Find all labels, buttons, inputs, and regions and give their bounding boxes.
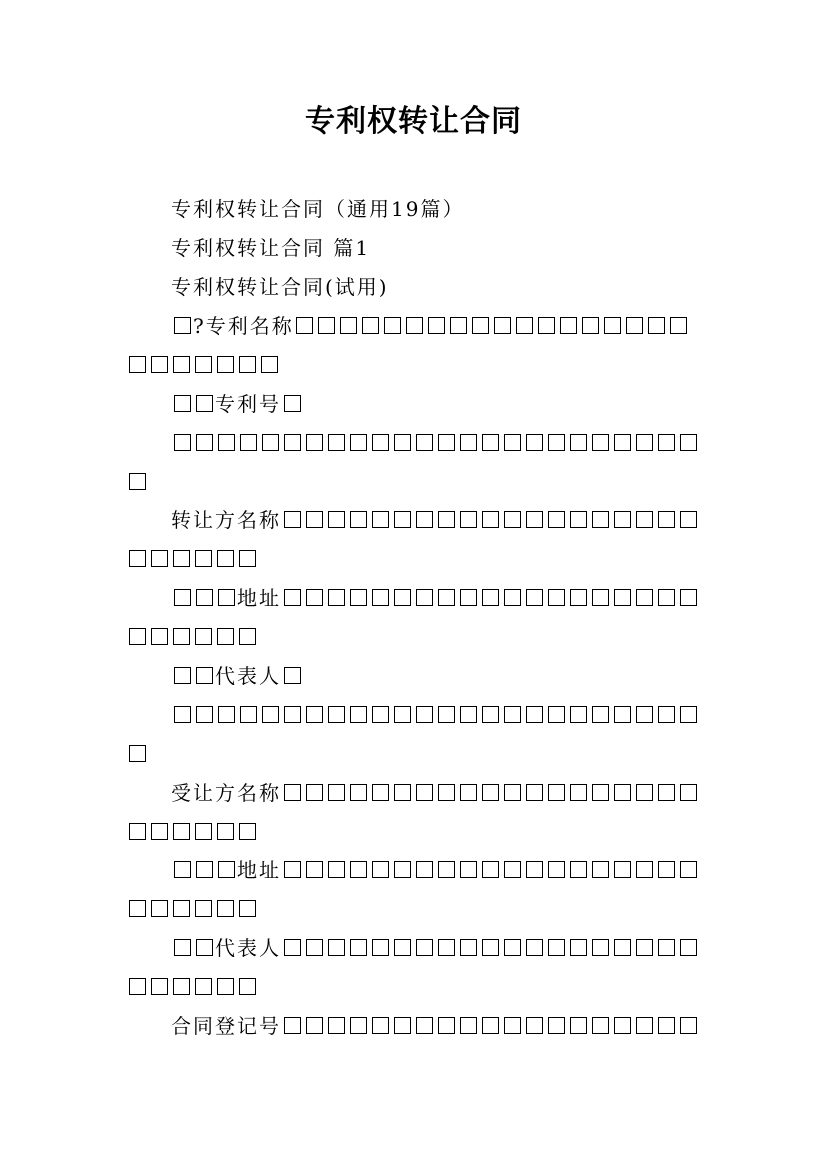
blank-box (438, 861, 455, 878)
blank-box (195, 900, 212, 917)
blank-box (174, 395, 191, 412)
blank-box (658, 784, 675, 801)
blank-box (129, 978, 146, 995)
blank-box (350, 1017, 367, 1034)
blank-box (306, 939, 323, 956)
blank-box (460, 589, 477, 606)
blank-box (460, 1017, 477, 1034)
blank-box (174, 317, 191, 334)
blank-box (372, 939, 389, 956)
blank-box (416, 1017, 433, 1034)
blank-box (526, 589, 543, 606)
blank-box (173, 628, 190, 645)
blank-box (196, 706, 213, 723)
blank-box (438, 1017, 455, 1034)
blank-box (306, 784, 323, 801)
blank-box (482, 511, 499, 528)
blank-box (284, 395, 301, 412)
blank-box (239, 978, 256, 995)
blank-box (372, 861, 389, 878)
blank-box (372, 706, 389, 723)
blank-box (328, 511, 345, 528)
field-row (126, 579, 706, 618)
field-row-continuation (126, 463, 706, 502)
blank-box (262, 434, 279, 451)
blank-box (526, 939, 543, 956)
blank-box (438, 706, 455, 723)
blank-box (538, 317, 555, 334)
blank-box (680, 784, 697, 801)
blank-box (284, 511, 301, 528)
blank-box (636, 784, 653, 801)
blank-box (394, 434, 411, 451)
blank-box (328, 1017, 345, 1034)
blank-box (372, 1017, 389, 1034)
blank-box (680, 511, 697, 528)
blank-box (570, 1017, 587, 1034)
field-row (126, 501, 706, 540)
blank-box (217, 978, 234, 995)
blank-box (614, 511, 631, 528)
blank-box (151, 900, 168, 917)
blank-box (129, 473, 146, 490)
blank-box (560, 317, 577, 334)
blank-box (460, 434, 477, 451)
blank-box (406, 317, 423, 334)
field-row-continuation (126, 813, 706, 852)
blank-box (151, 550, 168, 567)
blank-box (350, 784, 367, 801)
blank-box (680, 939, 697, 956)
blank-box (658, 434, 675, 451)
blank-box (217, 823, 234, 840)
blank-box (262, 706, 279, 723)
blank-box (306, 861, 323, 878)
field-label: 合同登记号 (171, 1014, 281, 1038)
field-label: 专利号 (215, 392, 281, 416)
blank-box (636, 706, 653, 723)
blank-box (394, 1017, 411, 1034)
blank-box (592, 589, 609, 606)
blank-box (306, 511, 323, 528)
blank-box (173, 823, 190, 840)
blank-box (240, 434, 257, 451)
blank-box (680, 589, 697, 606)
blank-box (614, 589, 631, 606)
blank-box (384, 317, 401, 334)
blank-box (218, 861, 235, 878)
blank-box (636, 1017, 653, 1034)
blank-box (636, 939, 653, 956)
blank-box (548, 706, 565, 723)
blank-box (217, 628, 234, 645)
blank-box (592, 1017, 609, 1034)
blank-box (548, 511, 565, 528)
blank-box (636, 589, 653, 606)
blank-box (394, 861, 411, 878)
blank-box (218, 706, 235, 723)
blank-box (526, 511, 543, 528)
blank-box (328, 939, 345, 956)
blank-box (195, 550, 212, 567)
field-row (126, 851, 706, 890)
blank-box (372, 434, 389, 451)
field-label: 受让方名称 (171, 781, 281, 805)
blank-box (372, 589, 389, 606)
blank-box (284, 1017, 301, 1034)
field-label: ?专利名称 (193, 314, 294, 338)
blank-box (239, 823, 256, 840)
field-row (126, 774, 706, 813)
blank-box (658, 861, 675, 878)
section-heading: 专利权转让合同 篇1 (171, 236, 371, 260)
blank-box (570, 434, 587, 451)
field-row (126, 385, 706, 424)
blank-box (548, 589, 565, 606)
blank-box (482, 861, 499, 878)
blank-box (648, 317, 665, 334)
blank-box (482, 434, 499, 451)
blank-box (173, 550, 190, 567)
field-row-continuation (126, 735, 706, 774)
field-label: 代表人 (215, 936, 281, 960)
blank-box (570, 706, 587, 723)
blank-box (460, 511, 477, 528)
field-row-continuation (126, 346, 706, 385)
blank-box (306, 1017, 323, 1034)
blank-box (438, 589, 455, 606)
field-label: 地址 (237, 858, 281, 882)
blank-box (217, 356, 234, 373)
blank-box (129, 823, 146, 840)
blank-box (636, 434, 653, 451)
blank-box (680, 1017, 697, 1034)
blank-box (394, 511, 411, 528)
blank-box (350, 706, 367, 723)
blank-box (394, 589, 411, 606)
blank-box (350, 861, 367, 878)
blank-box (504, 939, 521, 956)
page-title: 专利权转让合同 (305, 104, 522, 139)
blank-box (570, 784, 587, 801)
blank-box (394, 784, 411, 801)
blank-box (516, 317, 533, 334)
blank-box (196, 395, 213, 412)
blank-box (416, 861, 433, 878)
field-row-continuation (126, 890, 706, 929)
blank-box (261, 356, 278, 373)
blank-box (460, 706, 477, 723)
field-row (126, 696, 706, 735)
blank-box (284, 861, 301, 878)
field-row (126, 657, 706, 696)
blank-box (482, 939, 499, 956)
blank-box (306, 589, 323, 606)
blank-box (129, 628, 146, 645)
blank-box (504, 434, 521, 451)
blank-box (658, 511, 675, 528)
blank-box (416, 706, 433, 723)
blank-box (196, 667, 213, 684)
blank-box (217, 550, 234, 567)
blank-box (196, 861, 213, 878)
blank-box (284, 784, 301, 801)
blank-box (296, 317, 313, 334)
blank-box (636, 861, 653, 878)
blank-box (151, 978, 168, 995)
blank-box (680, 434, 697, 451)
field-row (126, 424, 706, 463)
blank-box (416, 939, 433, 956)
blank-box (592, 784, 609, 801)
blank-box (570, 589, 587, 606)
blank-box (129, 356, 146, 373)
blank-box (614, 939, 631, 956)
blank-box (174, 706, 191, 723)
blank-box (592, 706, 609, 723)
blank-box (195, 628, 212, 645)
blank-box (173, 978, 190, 995)
blank-box (173, 900, 190, 917)
field-label: 地址 (237, 586, 281, 610)
blank-box (592, 861, 609, 878)
blank-box (526, 434, 543, 451)
blank-box (174, 861, 191, 878)
blank-box (482, 589, 499, 606)
blank-box (582, 317, 599, 334)
blank-box (570, 511, 587, 528)
blank-box (350, 589, 367, 606)
field-label: 转让方名称 (171, 508, 281, 532)
blank-box (328, 861, 345, 878)
blank-box (604, 317, 621, 334)
blank-box (450, 317, 467, 334)
blank-box (680, 861, 697, 878)
blank-box (129, 550, 146, 567)
blank-box (239, 900, 256, 917)
blank-box (504, 861, 521, 878)
blank-box (482, 1017, 499, 1034)
blank-box (173, 356, 190, 373)
field-label: 代表人 (215, 664, 281, 688)
blank-box (472, 317, 489, 334)
blank-box (438, 939, 455, 956)
blank-box (239, 628, 256, 645)
blank-box (658, 1017, 675, 1034)
blank-box (218, 434, 235, 451)
blank-box (592, 511, 609, 528)
blank-box (482, 706, 499, 723)
blank-box (328, 706, 345, 723)
field-row (126, 307, 706, 346)
blank-box (328, 434, 345, 451)
blank-box (284, 667, 301, 684)
field-row (126, 929, 706, 968)
blank-box (460, 861, 477, 878)
blank-box (592, 939, 609, 956)
blank-box (416, 511, 433, 528)
blank-box (626, 317, 643, 334)
blank-box (306, 706, 323, 723)
blank-box (482, 784, 499, 801)
blank-box (548, 784, 565, 801)
blank-box (151, 628, 168, 645)
blank-box (151, 823, 168, 840)
blank-box (372, 784, 389, 801)
blank-box (151, 356, 168, 373)
blank-box (438, 434, 455, 451)
blank-box (548, 939, 565, 956)
blank-box (394, 939, 411, 956)
blank-box (174, 434, 191, 451)
blank-box (658, 589, 675, 606)
blank-box (670, 317, 687, 334)
blank-box (196, 939, 213, 956)
blank-box (460, 784, 477, 801)
blank-box (614, 861, 631, 878)
blank-box (195, 978, 212, 995)
field-row-continuation (126, 968, 706, 1007)
blank-box (129, 900, 146, 917)
blank-box (548, 434, 565, 451)
blank-box (284, 706, 301, 723)
blank-box (570, 939, 587, 956)
blank-box (438, 784, 455, 801)
blank-box (196, 434, 213, 451)
blank-box (614, 784, 631, 801)
blank-box (504, 589, 521, 606)
blank-box (239, 356, 256, 373)
blank-box (636, 511, 653, 528)
field-row-continuation (126, 540, 706, 579)
blank-box (504, 511, 521, 528)
blank-box (195, 823, 212, 840)
blank-box (218, 589, 235, 606)
blank-box (350, 434, 367, 451)
blank-box (658, 939, 675, 956)
blank-box (196, 589, 213, 606)
subtitle-line: 专利权转让合同（通用19篇） (171, 197, 465, 221)
blank-box (328, 589, 345, 606)
field-row (126, 1007, 706, 1046)
blank-box (416, 784, 433, 801)
blank-box (174, 939, 191, 956)
blank-box (284, 434, 301, 451)
blank-box (239, 550, 256, 567)
blank-box (195, 356, 212, 373)
blank-box (504, 706, 521, 723)
blank-box (174, 667, 191, 684)
blank-box (394, 706, 411, 723)
blank-box (306, 434, 323, 451)
blank-box (428, 317, 445, 334)
blank-box (526, 1017, 543, 1034)
blank-box (592, 434, 609, 451)
blank-box (217, 900, 234, 917)
blank-box (284, 589, 301, 606)
blank-box (318, 317, 335, 334)
blank-box (328, 784, 345, 801)
blank-box (284, 939, 301, 956)
blank-box (362, 317, 379, 334)
blank-box (416, 434, 433, 451)
blank-box (526, 861, 543, 878)
blank-box (416, 589, 433, 606)
blank-box (372, 511, 389, 528)
blank-box (680, 706, 697, 723)
blank-box (526, 706, 543, 723)
blank-box (548, 861, 565, 878)
blank-box (548, 1017, 565, 1034)
blank-box (570, 861, 587, 878)
blank-box (129, 745, 146, 762)
blank-box (494, 317, 511, 334)
blank-box (614, 706, 631, 723)
blank-box (350, 511, 367, 528)
blank-box (504, 1017, 521, 1034)
blank-box (614, 1017, 631, 1034)
blank-box (526, 784, 543, 801)
blank-box (350, 939, 367, 956)
blank-box (614, 434, 631, 451)
field-row-continuation (126, 618, 706, 657)
contract-heading: 专利权转让合同(试用) (171, 275, 389, 299)
blank-box (504, 784, 521, 801)
blank-box (460, 939, 477, 956)
blank-box (174, 589, 191, 606)
blank-box (240, 706, 257, 723)
blank-box (658, 706, 675, 723)
blank-box (438, 511, 455, 528)
blank-box (340, 317, 357, 334)
